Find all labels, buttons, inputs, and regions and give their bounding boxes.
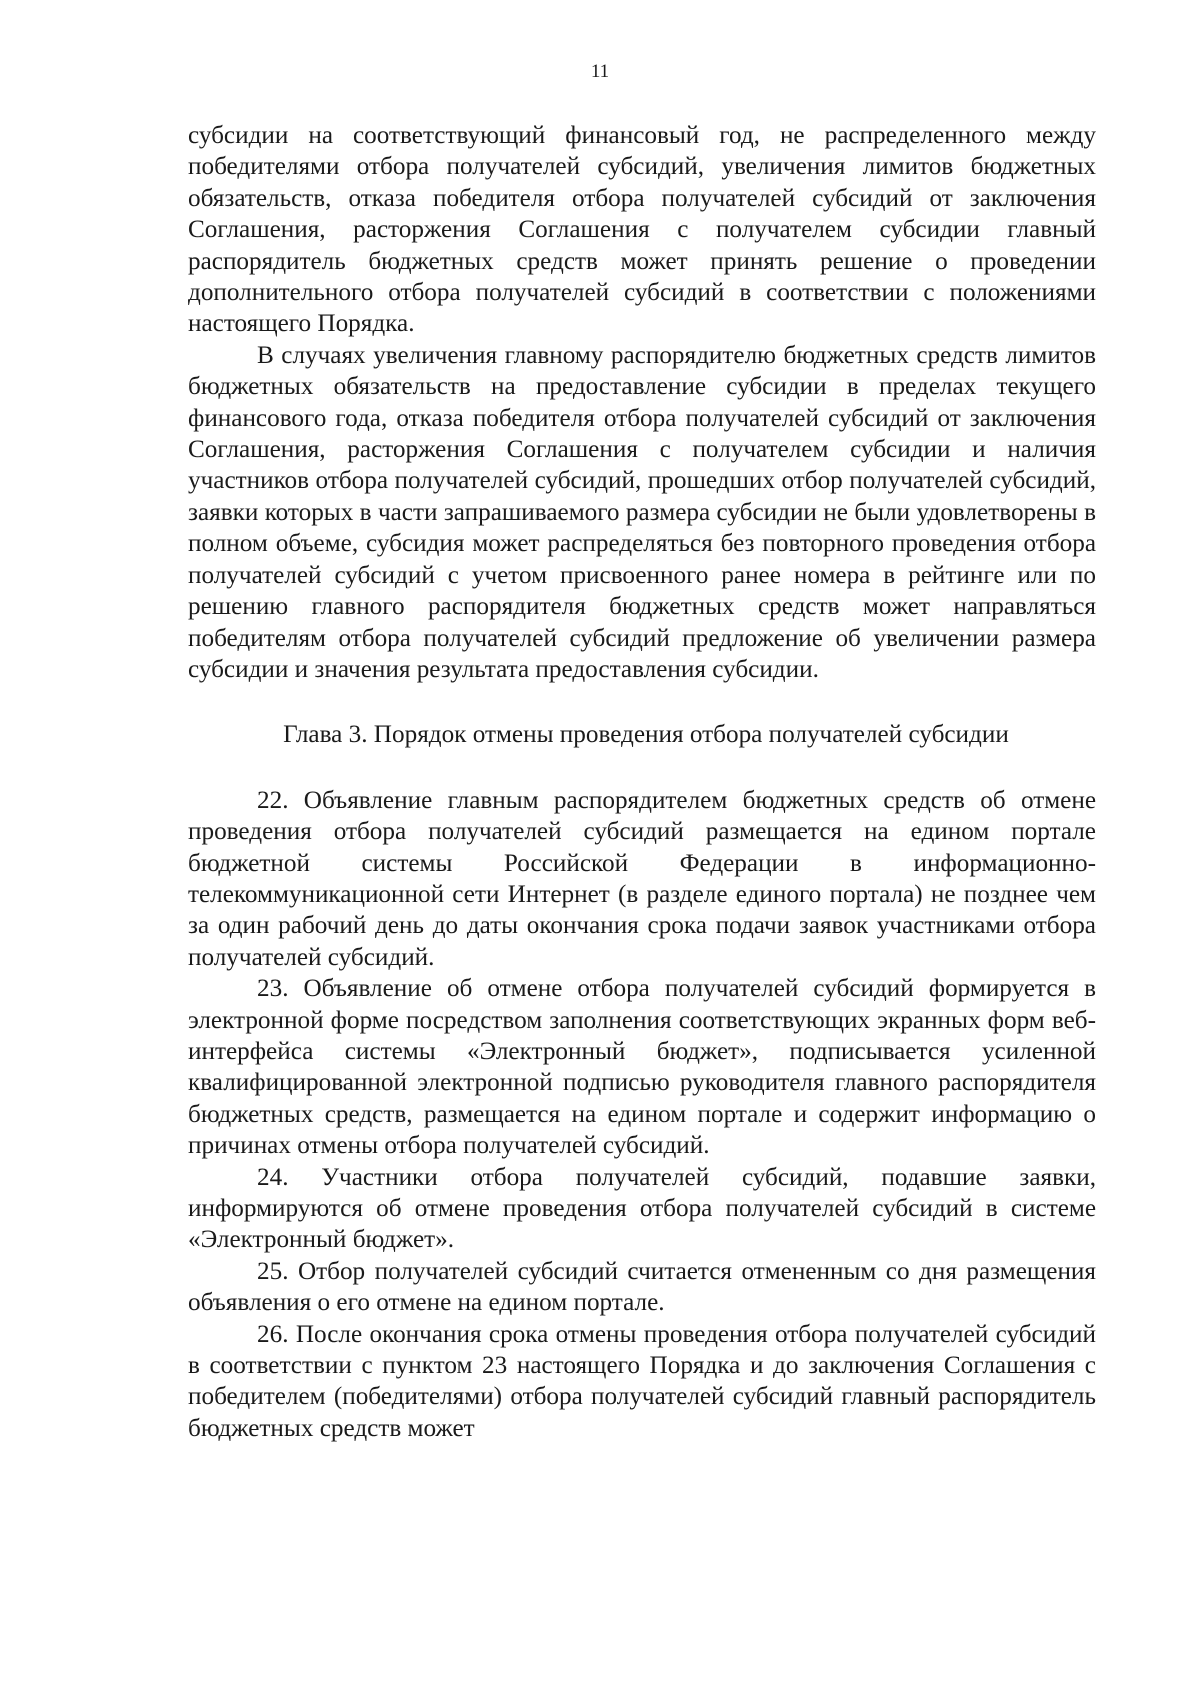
clause-25: 25. Отбор получателей субсидий считается отмененным со дня размещения объявления о его отмене на едином портале. bbox=[188, 1257, 1096, 1317]
clause-22: 22. Объявление главным распорядителем бюджетных средств об отмене проведения отбора получателей субсидий размещается на едином портале бюджетной системы Российской Федерации в информационно-телекоммуникационной сети Интернет (в разделе единого портала) не позднее чем за один рабочий день до даты окончания срока подачи заявок участниками отбора получателей субсидий. bbox=[188, 786, 1096, 971]
clause-23: 23. Объявление об отмене отбора получателей субсидий формируется в электронной форме посредством заполнения соответствующих экранных форм веб-интерфейса системы «Электронный бюджет», подписывается усиленной квалифицированной электронной подписью руководителя главного распорядителя бюджетных средств, размещается на едином портале и содержит информацию о причинах отмены отбора получателей субсидий. bbox=[188, 975, 1096, 1160]
chapter-heading: Глава 3. Порядок отмены проведения отбора получателей субсидии bbox=[283, 721, 1009, 749]
document-body bbox=[188, 120, 1096, 1444]
page-number: 11 bbox=[590, 61, 610, 82]
paragraph-continuation: субсидии на соответствующий финансовый год, не распределенного между победителями отбора получателей субсидий, увеличения лимитов бюджетных обязательств, отказа победителя отбора получателей субсидий от заключения Соглашения, расторжения Соглашения с получателем субсидии главный распорядитель бюджетных средств может принять решение о проведении дополнительного отбора получателей субсидий в соответствии с положениями настоящего Порядка. bbox=[188, 122, 1096, 338]
paragraph-limits-increase: В случаях увеличения главному распорядителю бюджетных средств лимитов бюджетных обязательств на предоставление субсидии в пределах текущего финансового года, отказа победителя отбора получателей субсидий от заключения Соглашения, расторжения Соглашения с получателем субсидии и наличия участников отбора получателей субсидий, прошедших отбор получателей субсидий, заявки которых в части запрашиваемого размера субсидии не были удовлетворены в полном объеме, субсидия может распределяться без повторного проведения отбора получателей субсидий с учетом присвоенного ранее номера в рейтинге или по решению главного распорядителя бюджетных средств может направляться победителям отбора получателей субсидий предложение об увеличении размера субсидии и значения результата предоставления субсидии. bbox=[188, 341, 1096, 683]
clause-26: 26. После окончания срока отмены проведения отбора получателей субсидий в соответствии с пунктом 23 настоящего Порядка и до заключения Соглашения с победителем (победителями) отбора получателей субсидий главный распорядитель бюджетных средств может bbox=[188, 1320, 1096, 1442]
clause-24: 24. Участники отбора получателей субсидий, подавшие заявки, информируются об отмене проведения отбора получателей субсидий в системе «Электронный бюджет». bbox=[188, 1163, 1096, 1254]
